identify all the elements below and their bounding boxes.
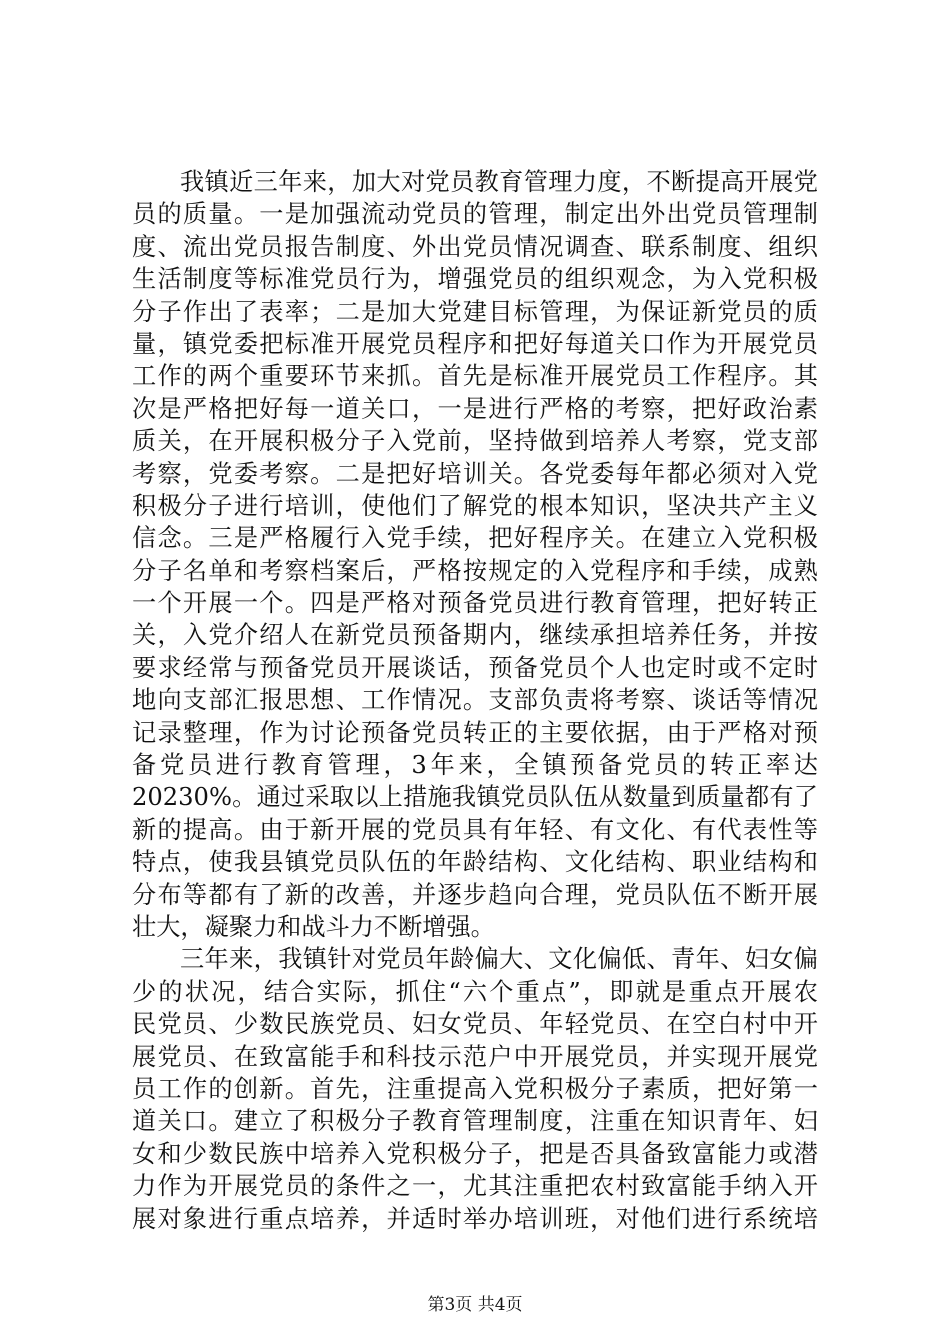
text-line: 道关口。建立了积极分子教育管理制度，注重在知识青年、妇 bbox=[132, 1107, 818, 1136]
text-line: 工作的两个重要环节来抓。首先是标准开展党员工作程序。其 bbox=[132, 362, 818, 391]
text-line: 地向支部汇报思想、工作情况。支部负责将考察、谈话等情况 bbox=[132, 686, 818, 715]
text-line: 20230%。通过采取以上措施我镇党员队伍从数量到质量都有了 bbox=[132, 783, 818, 812]
text-line: 特点，使我县镇党员队伍的年龄结构、文化结构、职业结构和 bbox=[132, 848, 818, 877]
text-line: 记录整理，作为讨论预备党员转正的主要依据，由于严格对预 bbox=[132, 718, 818, 747]
text-line: 量，镇党委把标准开展党员程序和把好每道关口作为开展党员 bbox=[132, 329, 818, 358]
text-line: 分子作出了表率；二是加大党建目标管理，为保证新党员的质 bbox=[132, 297, 818, 326]
text-line: 积极分子进行培训，使他们了解党的根本知识，坚决共产主义 bbox=[132, 491, 818, 520]
paragraph-1 bbox=[132, 166, 818, 943]
text-line: 度、流出党员报告制度、外出党员情况调查、联系制度、组织 bbox=[132, 232, 818, 261]
text-line: 展对象进行重点培养，并适时举办培训班，对他们进行系统培 bbox=[132, 1204, 818, 1233]
text-line: 一个开展一个。四是严格对预备党员进行教育管理，把好转正 bbox=[132, 589, 818, 618]
text-line: 分子名单和考察档案后，严格按规定的入党程序和手续，成熟 bbox=[132, 556, 818, 585]
text-line: 次是严格把好每一道关口，一是进行严格的考察，把好政治素 bbox=[132, 394, 818, 423]
page-footer bbox=[0, 1290, 950, 1315]
text-line: 壮大，凝聚力和战斗力不断增强。 bbox=[132, 912, 495, 941]
text-line: 生活制度等标准党员行为，增强党员的组织观念，为入党积极 bbox=[132, 265, 818, 294]
page-number-label: 第3页 共4页 bbox=[427, 1295, 523, 1315]
body-text bbox=[132, 166, 818, 1235]
text-line: 展党员、在致富能手和科技示范户中开展党员，并实现开展党 bbox=[132, 1042, 818, 1071]
text-line: 考察，党委考察。二是把好培训关。各党委每年都必须对入党 bbox=[132, 459, 818, 488]
text-line: 关，入党介绍人在新党员预备期内，继续承担培养任务，并按 bbox=[132, 621, 818, 650]
text-line: 员工作的创新。首先，注重提高入党积极分子素质，把好第一 bbox=[132, 1074, 818, 1103]
text-line: 信念。三是严格履行入党手续，把好程序关。在建立入党积极 bbox=[132, 524, 818, 553]
text-line: 民党员、少数民族党员、妇女党员、年轻党员、在空白村中开 bbox=[132, 1010, 818, 1039]
text-line: 三年来，我镇针对党员年龄偏大、文化偏低、青年、妇女偏 bbox=[180, 945, 818, 974]
text-line: 质关，在开展积极分子入党前，坚持做到培养人考察，党支部 bbox=[132, 427, 818, 456]
text-line: 要求经常与预备党员开展谈话，预备党员个人也定时或不定时 bbox=[132, 653, 818, 682]
paragraph-2 bbox=[132, 943, 818, 1235]
text-line: 新的提高。由于新开展的党员具有年轻、有文化、有代表性等 bbox=[132, 815, 818, 844]
text-line: 员的质量。一是加强流动党员的管理，制定出外出党员管理制 bbox=[132, 200, 818, 229]
text-line: 我镇近三年来，加大对党员教育管理力度，不断提高开展党 bbox=[180, 168, 818, 196]
text-line: 备党员进行教育管理，3年来，全镇预备党员的转正率达 bbox=[132, 751, 818, 780]
text-line: 少的状况，结合实际，抓住“六个重点”，即就是重点开展农 bbox=[132, 977, 818, 1006]
text-line: 力作为开展党员的条件之一，尤其注重把农村致富能手纳入开 bbox=[132, 1172, 818, 1201]
text-line: 女和少数民族中培养入党积极分子，把是否具备致富能力或潜 bbox=[132, 1139, 818, 1168]
text-line: 分布等都有了新的改善，并逐步趋向合理，党员队伍不断开展 bbox=[132, 880, 818, 909]
